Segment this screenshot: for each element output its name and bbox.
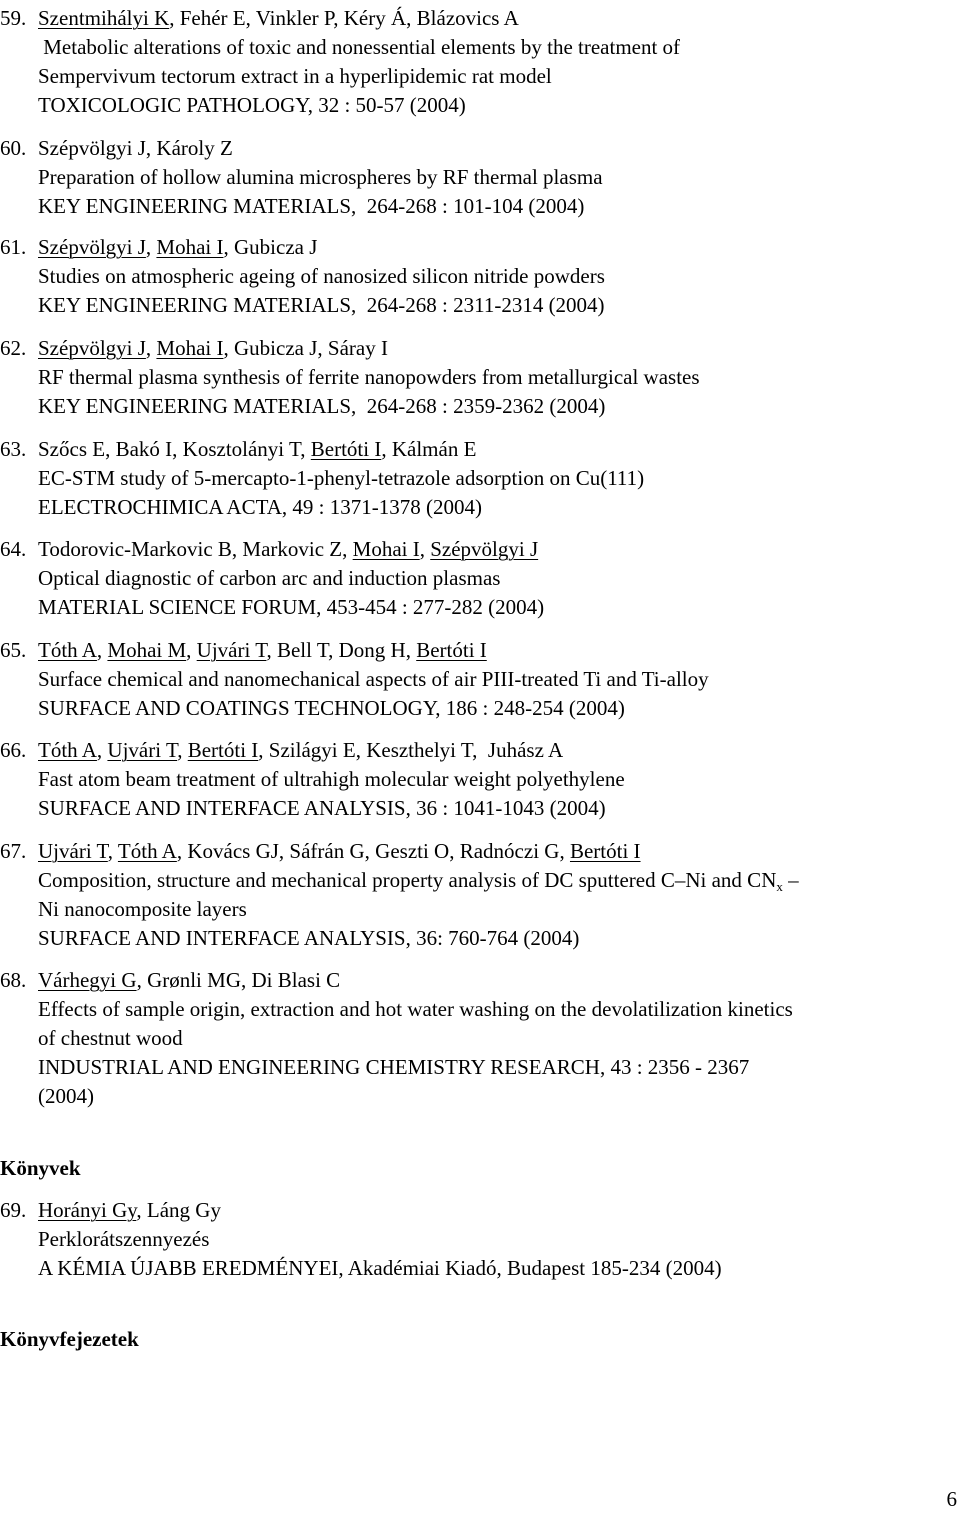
- author: Kálmán E: [391, 437, 477, 461]
- author: Fehér E: [179, 6, 246, 30]
- journal-reference: KEY ENGINEERING MATERIALS, 264-268 : 2359-2362 (2004): [38, 394, 606, 418]
- author-list: Tóth A, Ujvári T, Bertóti I, Szilágyi E, Keszthelyi T, Juhász A: [38, 738, 564, 762]
- author-list: Szépvölgyi J, Mohai I, Gubicza J, Sáray I: [38, 336, 388, 360]
- entry-number: 67.: [0, 839, 27, 863]
- title-subscript: x: [776, 879, 783, 894]
- journal-reference: INDUSTRIAL AND ENGINEERING CHEMISTRY RESEARCH, 43 : 2356 - 2367: [38, 1055, 750, 1079]
- section-heading: Könyvek: [0, 1156, 81, 1180]
- author: Kosztolányi T: [182, 437, 301, 461]
- author: Szépvölgyi J: [430, 537, 539, 561]
- author: Di Blasi C: [251, 968, 341, 992]
- entry-number: 65.: [0, 638, 27, 662]
- author: Várhegyi G: [38, 968, 137, 992]
- journal-reference: MATERIAL SCIENCE FORUM, 453-454 : 277-282 (2004): [38, 595, 545, 619]
- article-title: Metabolic alterations of toxic and nonessential elements by the treatment of: [38, 35, 681, 59]
- author: Vinkler P: [255, 6, 334, 30]
- author: Szépvölgyi J: [38, 336, 146, 360]
- author: Károly Z: [156, 136, 233, 160]
- author: Horányi Gy: [38, 1198, 137, 1222]
- author: Ujvári T: [107, 738, 178, 762]
- entry-number: 61.: [0, 235, 27, 259]
- article-title: Ni nanocomposite layers: [38, 897, 247, 921]
- article-title: Sempervivum tectorum extract in a hyperlipidemic rat model: [38, 64, 552, 88]
- journal-reference: ELECTROCHIMICA ACTA, 49 : 1371-1378 (2004): [38, 495, 482, 519]
- author: Juhász A: [482, 738, 564, 762]
- author: Szépvölgyi J: [38, 235, 146, 259]
- author: Mohai I: [156, 336, 224, 360]
- author: Gubicza J: [234, 235, 318, 259]
- author: Bakó I: [115, 437, 173, 461]
- author: Bertóti I: [310, 437, 382, 461]
- author-list: Horányi Gy, Láng Gy: [38, 1198, 221, 1222]
- author: Gubicza J: [234, 336, 318, 360]
- author-list: Várhegyi G, Grønli MG, Di Blasi C: [38, 968, 341, 992]
- author-list: Ujvári T, Tóth A, Kovács GJ, Sáfrán G, Geszti O, Radnóczi G, Bertóti I: [38, 839, 641, 863]
- journal-reference: SURFACE AND INTERFACE ANALYSIS, 36 : 1041-1043 (2004): [38, 796, 606, 820]
- author-list: Szőcs E, Bakó I, Kosztolányi T, Bertóti I, Kálmán E: [38, 437, 477, 461]
- entry-number: 68.: [0, 968, 27, 992]
- author: Sáfrán G: [289, 839, 365, 863]
- author: Szilágyi E: [268, 738, 356, 762]
- author: Bertóti I: [416, 638, 487, 662]
- author: Dong H: [338, 638, 406, 662]
- author-list: Szépvölgyi J, Károly Z: [38, 136, 233, 160]
- journal-reference: TOXICOLOGIC PATHOLOGY, 32 : 50-57 (2004): [38, 93, 466, 117]
- author: Geszti O: [375, 839, 450, 863]
- author: Láng Gy: [146, 1198, 221, 1222]
- article-title: Preparation of hollow alumina microspheres by RF thermal plasma: [38, 165, 603, 189]
- author: Sáray I: [327, 336, 388, 360]
- author-list: Szépvölgyi J, Mohai I, Gubicza J: [38, 235, 318, 259]
- book-title: Perklorátszennyezés: [38, 1227, 210, 1251]
- journal-reference: SURFACE AND INTERFACE ANALYSIS, 36: 760-764 (2004): [38, 926, 580, 950]
- page-number: 6: [946, 1487, 957, 1511]
- author: Mohai I: [156, 235, 224, 259]
- entry-number: 69.: [0, 1198, 27, 1222]
- section-heading: Könyvfejezetek: [0, 1327, 139, 1351]
- entry-number: 64.: [0, 537, 27, 561]
- article-title: Effects of sample origin, extraction and hot water washing on the devolatilization kinetics: [38, 997, 793, 1021]
- journal-reference: (2004): [38, 1084, 94, 1108]
- entry-number: 59.: [0, 6, 27, 30]
- author: Bertóti I: [187, 738, 259, 762]
- entry-number: 62.: [0, 336, 27, 360]
- article-title: Fast atom beam treatment of ultrahigh molecular weight polyethylene: [38, 767, 625, 791]
- article-title: EC-STM study of 5-mercapto-1-phenyl-tetrazole adsorption on Cu(111): [38, 466, 645, 490]
- author: Mohai M: [107, 638, 187, 662]
- title-text: –: [782, 868, 799, 892]
- journal-reference: KEY ENGINEERING MATERIALS, 264-268 : 101-104 (2004): [38, 194, 585, 218]
- author: Szőcs E: [38, 437, 106, 461]
- author: Szépvölgyi J: [38, 136, 146, 160]
- article-title: Surface chemical and nanomechanical aspects of air PIII-treated Ti and Ti-alloy: [38, 667, 709, 691]
- author-list: Todorovic-Markovic B, Markovic Z, Mohai I, Szépvölgyi J: [38, 537, 539, 561]
- author: Tóth A: [117, 839, 177, 863]
- author: Keszthelyi T: [366, 738, 473, 762]
- article-title: Optical diagnostic of carbon arc and induction plasmas: [38, 566, 501, 590]
- author: Bell T: [276, 638, 329, 662]
- author: Tóth A: [38, 638, 97, 662]
- author: Tóth A: [38, 738, 97, 762]
- article-title: RF thermal plasma synthesis of ferrite nanopowders from metallurgical wastes: [38, 365, 700, 389]
- journal-reference: SURFACE AND COATINGS TECHNOLOGY, 186 : 248-254 (2004): [38, 696, 625, 720]
- author: Blázovics A: [416, 6, 519, 30]
- author: Ujvári T: [38, 839, 108, 863]
- author: Kovács GJ: [187, 839, 279, 863]
- title-text: Composition, structure and mechanical property analysis of DC sputtered C–Ni and CN: [38, 868, 777, 892]
- author: Radnóczi G: [459, 839, 560, 863]
- entry-number: 60.: [0, 136, 27, 160]
- journal-reference: KEY ENGINEERING MATERIALS, 264-268 : 2311-2314 (2004): [38, 293, 605, 317]
- author-list: Szentmihályi K, Fehér E, Vinkler P, Kéry Á, Blázovics A: [38, 6, 519, 30]
- author-list: Tóth A, Mohai M, Ujvári T, Bell T, Dong H, Bertóti I: [38, 638, 487, 662]
- author: Kéry Á: [343, 6, 407, 30]
- author: Ujvári T: [196, 638, 267, 662]
- entry-number: 66.: [0, 738, 27, 762]
- author: Bertóti I: [569, 839, 641, 863]
- article-title: Studies on atmospheric ageing of nanosized silicon nitride powders: [38, 264, 605, 288]
- book-reference: A KÉMIA ÚJABB EREDMÉNYEI, Akadémiai Kiadó, Budapest 185-234 (2004): [38, 1256, 722, 1280]
- entry-number: 63.: [0, 437, 27, 461]
- author: Todorovic-Markovic B: [38, 537, 232, 561]
- author: Szentmihályi K: [38, 6, 170, 30]
- author: Grønli MG: [147, 968, 241, 992]
- article-title: [38, 866, 799, 895]
- author: Markovic Z: [242, 537, 343, 561]
- article-title: of chestnut wood: [38, 1026, 183, 1050]
- author: Mohai I: [352, 537, 420, 561]
